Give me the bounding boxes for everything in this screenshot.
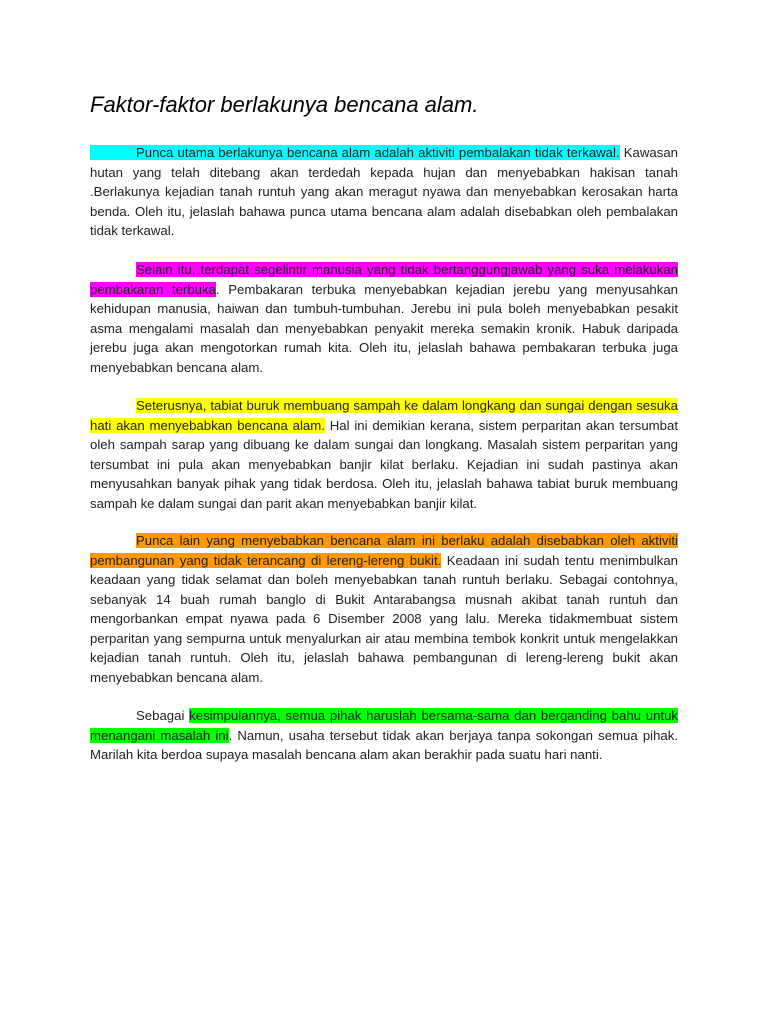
paragraph-4 xyxy=(90,531,678,687)
paragraph-body: Keadaan ini sudah tentu menimbulkan keadaan yang tidak selamat dan boleh menyebabkan tanah runtuh berlaku. Sebagai contohnya, sebanyak 14 buah rumah banglo di Bukit Antarabangsa musnah akibat tanah runtuh dan mengorbankan empat nyawa pada 6 Disember 2008 yang lalu. Mereka tidakmembuat sistem perparitan yang sempurna untuk menyalurkan air atau membina tembok konkrit untuk mengelakkan kejadian tanah runtuh. Oleh itu, jelaslah bahawa pembangunan di lereng-lereng bukit akan menyebabkan bencana alam. xyxy=(90,552,678,685)
highlight-magenta: Selain itu, terdapat segelintir manusia yang tidak bertanggungjawab yang suka melakukan pembakaran terbuka xyxy=(90,262,678,297)
paragraph-1 xyxy=(90,143,678,241)
paragraph-body: Hal ini demikian kerana, sistem perparitan akan tersumbat oleh sampah sarap yang dibuang ke dalam sungai dan longkang. Masalah sistem perparitan yang tersumbat ini pula akan menyebabkan banjir kilat berlaku. Kejadian ini sudah pastinya akan menyusahkan banyak pihak yang tidak berdosa. Oleh itu, jelaslah bahawa tabiat buruk membuang sampah ke dalam sungai dan parit akan menyebabkan banjir kilat. xyxy=(90,417,678,511)
paragraph-3 xyxy=(90,396,678,513)
highlight-cyan: Punca utama berlakunya bencana alam adalah aktiviti pembalakan tidak terkawal. xyxy=(90,145,620,160)
document-title: Faktor-faktor berlakunya bencana alam. xyxy=(90,92,479,117)
paragraph-2 xyxy=(90,260,678,377)
paragraph-5 xyxy=(90,706,678,765)
highlight-yellow: Seterusnya, tabiat buruk membuang sampah ke dalam longkang dan sungai dengan sesuka hati akan menyebabkan bencana alam. xyxy=(90,398,678,433)
paragraph-body: . Namun, usaha tersebut tidak akan berjaya tanpa sokongan semua pihak. Marilah kita berdoa supaya masalah bencana alam akan berakhir pada suatu hari nanti. xyxy=(90,727,679,762)
paragraph-body: Kawasan hutan yang telah ditebang akan terdedah kepada hujan dan menyebabkan hakisan tanah .Berlakunya kejadian tanah runtuh yang akan meragut nyawa dan menyebabkan kerosakan harta benda. Oleh itu, jelaslah bahawa punca utama bencana alam adalah disebabkan oleh pembalakan tidak terkawal. xyxy=(90,145,678,238)
paragraph-body: . Pembakaran terbuka menyebabkan kejadian jerebu yang menyusahkan kehidupan manusia, haiwan dan tumbuh-tumbuhan. Jerebu ini pula boleh menyebabkan pesakit asma mengalami masalah dan menyebabkan penyakit mereka semakin kronik. Habuk daripada jerebu juga akan mengotorkan rumah kita. Oleh itu, jelaslah bahawa pembakaran terbuka juga menyebabkan bencana alam. xyxy=(90,281,678,375)
highlight-orange: Punca lain yang menyebabkan bencana alam ini berlaku adalah disebabkan oleh aktiviti pembangunan yang tidak terancang di lereng-lereng bukit. xyxy=(90,533,678,568)
paragraph-lead: Sebagai xyxy=(136,708,190,723)
highlight-green: kesimpulannya, semua pihak haruslah bersama-sama dan berganding bahu untuk menangani masalah ini xyxy=(90,708,679,743)
